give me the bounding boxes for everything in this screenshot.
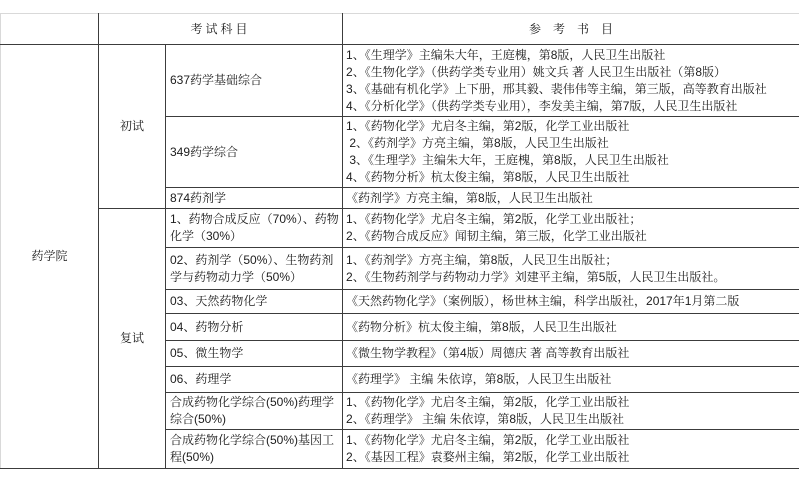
- books-cell: [343, 314, 799, 341]
- book-line: 《微生物学教程》（第4版）周德庆 著 高等教育出版社: [346, 345, 796, 362]
- header-empty-cell: [1, 14, 99, 45]
- book-line: 1、《药物化学》尤启冬主编，第2版，化学工业出版社；: [346, 211, 796, 228]
- book-line: 《药理学》 主编 朱依谆，第8版，人民卫生出版社: [346, 371, 796, 388]
- book-line: 3、《生理学》主编朱大年，王庭槐，第8版，人民卫生出版社: [346, 152, 796, 169]
- book-line: 1、《药剂学》方亮主编，第8版，人民卫生出版社；: [346, 252, 796, 269]
- books-cell: [343, 209, 799, 248]
- book-line: 《药物分析》杭太俊主编，第8版，人民卫生出版社: [346, 319, 796, 336]
- subject-cell: 637药学基础综合: [166, 45, 343, 117]
- book-line: 2、《药物合成反应》闻韧主编，第三版，化学工业出版社: [346, 228, 796, 245]
- book-line: 2、《药剂学》方亮主编，第8版，人民卫生出版社: [346, 135, 796, 152]
- books-cell: [343, 188, 799, 209]
- subject-cell: 04、药物分析: [166, 314, 343, 341]
- book-line: 1、《药物化学》尤启冬主编，第2版，化学工业出版社: [346, 432, 796, 449]
- header-reference-books: 参 考 书 目: [343, 14, 799, 45]
- subject-cell: 349药学综合: [166, 117, 343, 188]
- subject-cell: 06、药理学: [166, 367, 343, 393]
- book-line: 2、《基因工程》袁婺州主编，第2版，化学工业出版社: [346, 449, 796, 466]
- subject-cell: 02、药剂学（50%）、生物药剂学与药物动力学（50%）: [166, 248, 343, 290]
- subject-cell: 03、天然药物化学: [166, 290, 343, 314]
- books-cell: [343, 45, 799, 117]
- books-cell: [343, 248, 799, 290]
- books-cell: [343, 341, 799, 367]
- table-row: [1, 45, 799, 117]
- subject-cell: 合成药物化学综合(50%)基因工程(50%): [166, 430, 343, 469]
- books-cell: [343, 430, 799, 469]
- book-line: 3、《基础有机化学》上下册，邢其毅、裴伟伟等主编，第三版，高等教育出版社: [346, 81, 796, 98]
- books-cell: [343, 367, 799, 393]
- table-row: [1, 209, 799, 248]
- subject-cell: 874药剂学: [166, 188, 343, 209]
- books-cell: [343, 290, 799, 314]
- books-cell: [343, 393, 799, 430]
- book-line: 2、《药理学》 主编 朱依谆，第8版，人民卫生出版社: [346, 411, 796, 428]
- book-line: 1、《药物化学》尤启冬主编，第2版，化学工业出版社: [346, 394, 796, 411]
- subject-cell: 05、微生物学: [166, 341, 343, 367]
- stage-retest: 复试: [99, 209, 166, 469]
- stage-initial-exam: 初试: [99, 45, 166, 209]
- subject-cell: 合成药物化学综合(50%)药理学综合(50%): [166, 393, 343, 430]
- exam-reference-table: [0, 13, 799, 469]
- books-cell: [343, 117, 799, 188]
- book-line: 1、《药物化学》尤启冬主编，第2版，化学工业出版社: [346, 118, 796, 135]
- subject-cell: 1、药物合成反应（70%）、药物化学（30%）: [166, 209, 343, 248]
- book-line: 2、《生物化学》（供药学类专业用）姚文兵 著 人民卫生出版社（第8版）: [346, 64, 796, 81]
- book-line: 4、《分析化学》（供药学类专业用），李发美主编，第7版，人民卫生出版社: [346, 98, 796, 115]
- header-exam-subjects: 考试科目: [99, 14, 343, 45]
- book-line: 2、《生物药剂学与药物动力学》刘建平主编，第5版，人民卫生出版社。: [346, 269, 796, 286]
- college-cell: 药学院: [1, 45, 99, 469]
- book-line: 《药剂学》方亮主编，第8版，人民卫生出版社: [346, 190, 796, 207]
- book-line: 《天然药物化学》（案例版），杨世林主编，科学出版社，2017年1月第二版: [346, 293, 796, 310]
- book-line: 1、《生理学》主编朱大年，王庭槐，第8版，人民卫生出版社: [346, 47, 796, 64]
- book-line: 4、《药物分析》杭太俊主编，第8版，人民卫生出版社: [346, 169, 796, 186]
- header-row: [1, 14, 799, 45]
